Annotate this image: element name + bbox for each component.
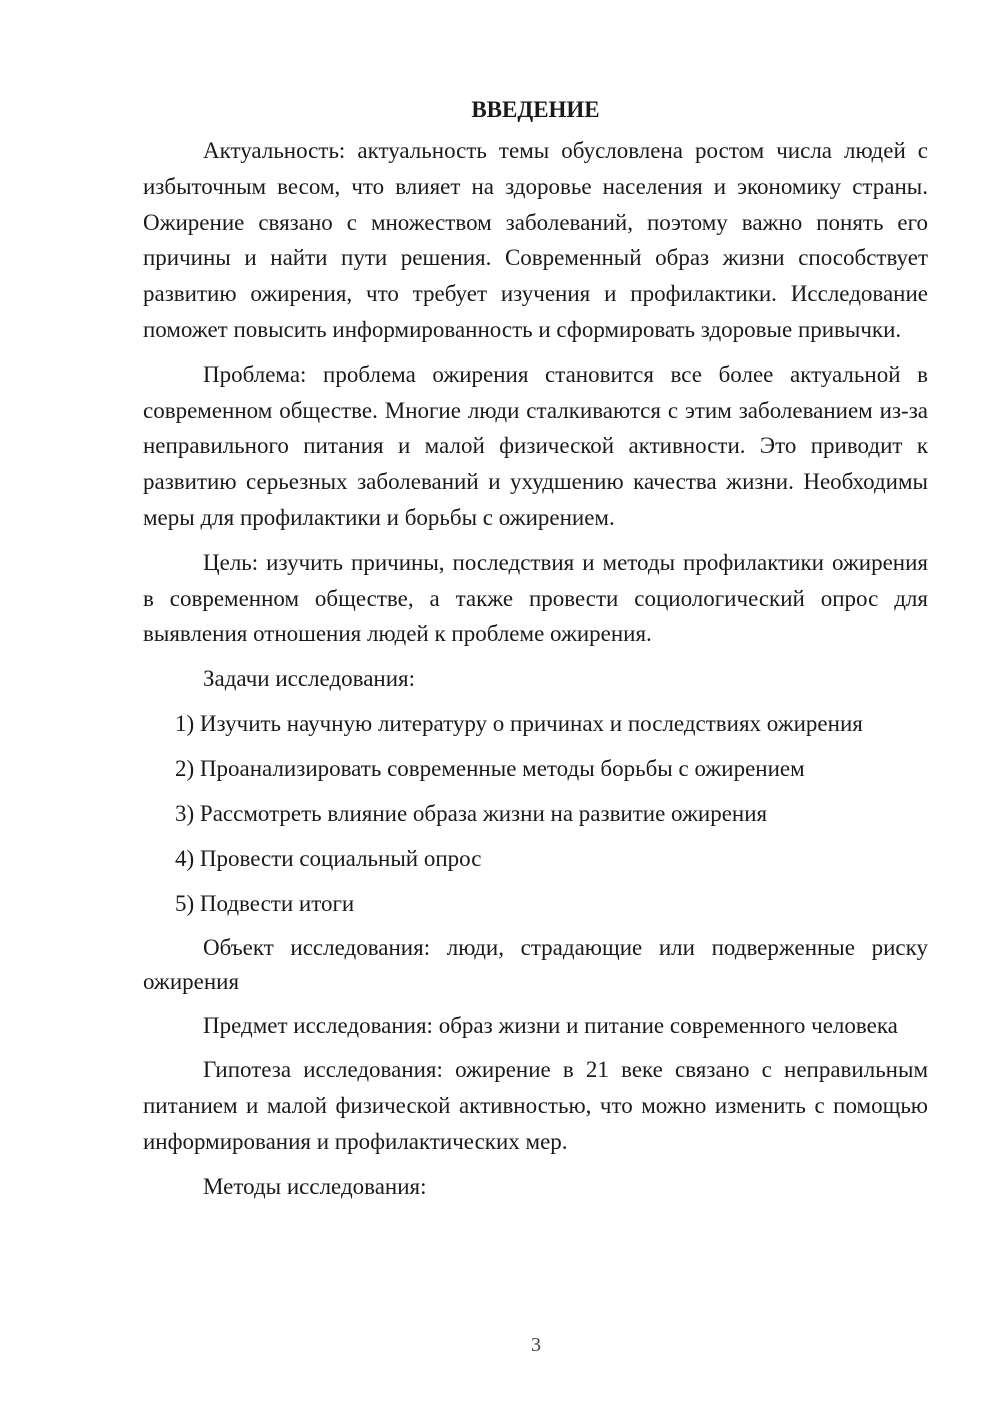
paragraph-hypothesis: Гипотеза исследования: ожирение в 21 веке связано с неправильным питанием и малой физической активностью, что можно изменить с помощью информирования и профилактических мер. [143,1057,928,1155]
page-title: ВВЕДЕНИЕ [471,97,600,122]
page-content [143,95,928,1214]
tasks-heading: Задачи исследования: [203,666,416,692]
task-item: 4) Провести социальный опрос [175,845,482,871]
paragraph-goal: Цель: изучить причины, последствия и методы профилактики ожирения в современном обществе, а также провести социологический опрос для выявления отношения людей к проблеме ожирения. [143,549,928,647]
paragraph-object: Объект исследования: люди, страдающие или подверженные риску ожирения [143,934,928,995]
paragraph-subject: Предмет исследования: образ жизни и питание современного человека [203,1012,898,1038]
tasks-list [143,706,928,922]
paragraph-relevance: Актуальность: актуальность темы обусловлена ростом числа людей с избыточным весом, что влияет на здоровье населения и экономику страны. Ожирение связано с множеством заболеваний, поэтому важно понять его причины и найти пути решения. Современный образ жизни способствует развитию ожирения, что требует изучения и профилактики. Исследование поможет повысить информированность и сформировать здоровые привычки. [143,138,928,342]
task-item: 1) Изучить научную литературу о причинах и последствиях ожирения [175,710,863,736]
page-number: 3 [531,1334,541,1356]
methods-heading: Методы исследования: [203,1173,427,1199]
task-item: 2) Проанализировать современные методы борьбы с ожирением [175,755,805,781]
task-item: 5) Подвести итоги [175,890,355,916]
paragraph-problem: Проблема: проблема ожирения становится все более актуальной в современном обществе. Многие люди сталкиваются с этим заболеванием из-за неправильного питания и малой физической активности. Это приводит к развитию серьезных заболеваний и ухудшению качества жизни. Необходимы меры для профилактики и борьбы с ожирением. [143,361,928,530]
task-item: 3) Рассмотреть влияние образа жизни на развитие ожирения [175,800,768,826]
